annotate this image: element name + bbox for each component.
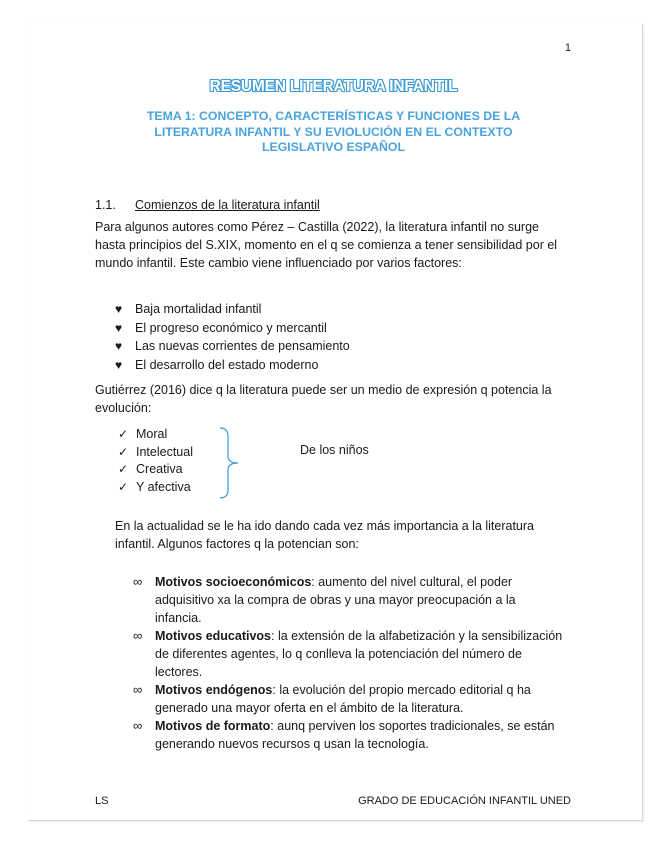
document-title: RESUMEN LITERATURA INFANTIL <box>209 78 458 95</box>
list-item <box>118 461 193 479</box>
list-item <box>115 300 350 319</box>
heart-icon: ♥ <box>115 339 123 353</box>
page-number: 1 <box>564 42 571 54</box>
motive-text: : la evolución del propio mercado editorial q ha generado una mayor oferta en el ámbito de la literatura. <box>155 683 531 715</box>
list-item-text: Creativa <box>136 462 183 476</box>
motive-title: Motivos de formato <box>155 719 271 733</box>
section-number: 1.1. <box>95 198 116 212</box>
motive-title: Motivos educativos <box>155 629 271 643</box>
evolution-list <box>118 426 193 496</box>
check-icon: ✓ <box>118 427 129 441</box>
list-item <box>115 319 350 338</box>
list-item <box>118 444 193 462</box>
infinity-icon: ∞ <box>133 628 143 643</box>
check-icon: ✓ <box>118 444 129 459</box>
infinity-icon: ∞ <box>133 718 143 733</box>
list-item <box>133 627 563 681</box>
section-heading <box>95 198 320 212</box>
motive-text: : aunq perviven los soportes tradicionales, se están generando nuevos recursos q usan la tecnología. <box>155 719 555 751</box>
paragraph-actualidad: En la actualidad se le ha ido dando cada vez más importancia a la literatura infantil. Algunos factores q la potencian son: <box>115 519 535 551</box>
list-item-text: Las nuevas corrientes de pensamiento <box>135 339 350 353</box>
motive-text: : aumento del nivel cultural, el poder adquisitivo xa la compra de obras y una mayor preocupación a la infancia. <box>155 575 516 625</box>
paragraph-gutierrez: Gutiérrez (2016) dice q la literatura puede ser un medio de expresión q potencia la evolución: <box>95 383 552 415</box>
motives-list <box>133 573 563 753</box>
paragraph-intro: Para algunos autores como Pérez – Castilla (2022), la literatura infantil no surge hasta principios del S.XIX, momento en el q se comienza a tener sensibilidad por el mundo infantil. Este cambio viene influenciado por varios factores: <box>95 220 558 270</box>
heart-icon: ♥ <box>115 320 123 335</box>
list-item-text: Moral <box>136 427 168 441</box>
motive-text: : la extensión de la alfabetización y la sensibilización de diferentes agentes, lo q conlleva la potenciación del número de lectores. <box>155 629 563 679</box>
footer-course: GRADO DE EDUCACIÓN INFANTIL UNED <box>358 795 571 807</box>
heart-icon: ♥ <box>115 357 123 372</box>
footer-initials: LS <box>95 795 109 807</box>
list-item <box>118 479 193 497</box>
brace-icon <box>218 426 244 500</box>
check-icon: ✓ <box>118 479 129 494</box>
list-item-text: Y afectiva <box>136 479 191 494</box>
list-item-text: Intelectual <box>136 444 193 459</box>
list-item <box>133 717 563 753</box>
factors-list <box>115 300 350 374</box>
motive-title: Motivos endógenos <box>155 683 273 697</box>
list-item <box>118 426 193 444</box>
list-item-text: Baja mortalidad infantil <box>135 302 262 316</box>
list-item-text: El progreso económico y mercantil <box>135 320 327 335</box>
motive-title: Motivos socioeconómicos <box>155 575 312 589</box>
heart-icon: ♥ <box>115 302 123 316</box>
section-title: Comienzos de la literatura infantil <box>135 198 320 212</box>
brace-label: De los niños <box>300 443 369 457</box>
list-item <box>115 356 350 375</box>
list-item <box>133 573 563 627</box>
list-item <box>115 337 350 356</box>
infinity-icon: ∞ <box>133 682 143 697</box>
check-icon: ✓ <box>118 462 129 476</box>
list-item <box>133 681 563 717</box>
list-item-text: El desarrollo del estado moderno <box>135 357 319 372</box>
infinity-icon: ∞ <box>133 574 143 589</box>
document-subtitle: TEMA 1: CONCEPTO, CARACTERÍSTICAS Y FUNCIONES DE LA LITERATURA INFANTIL Y SU EVIOLUCIÓN EN EL CONTEXTO LEGISLATIVO ESPAÑOL <box>146 109 521 154</box>
